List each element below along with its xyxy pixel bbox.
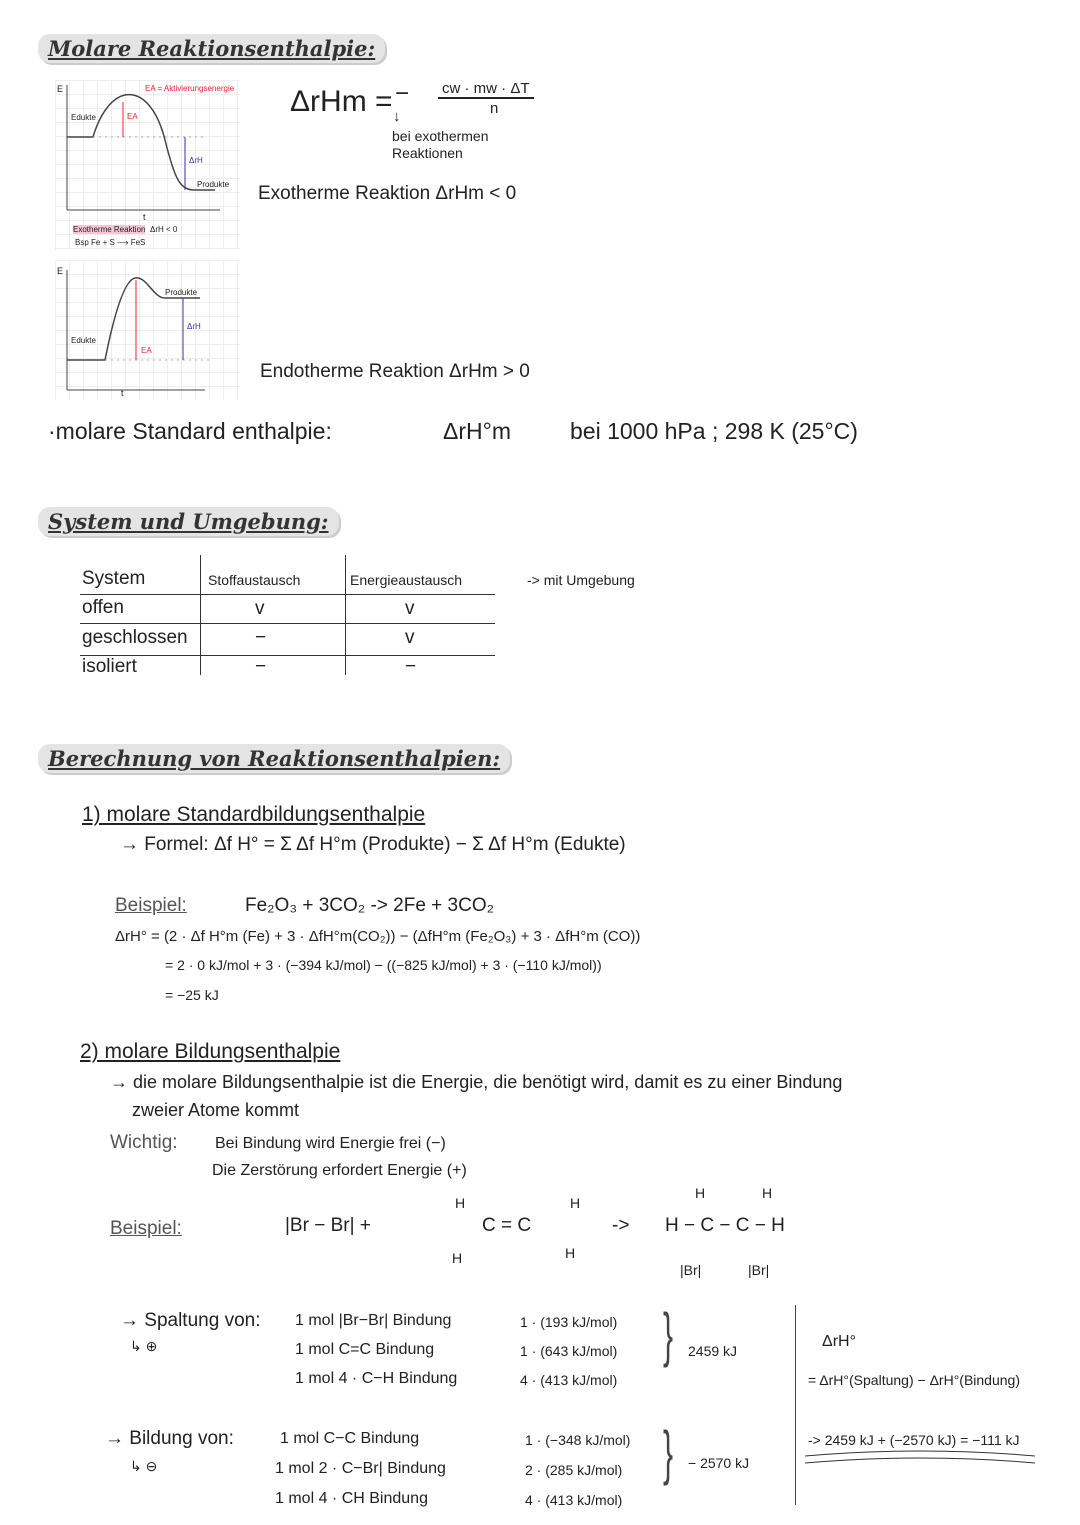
result-symbol: ΔrH° xyxy=(822,1333,856,1350)
split-value: 4 · (413 kJ/mol) xyxy=(520,1372,618,1388)
calc-line: ΔrH° = (2 · Δf H°m (Fe) + 3 · ΔfH°m(CO₂)) − (ΔfH°m (Fe₂O₃) + 3 · ΔfH°m (CO)) xyxy=(115,928,641,945)
split-bond: 1 mol |Br−Br| Bindung xyxy=(295,1312,452,1329)
section-title-system: System und Umgebung: xyxy=(38,507,339,536)
reaction-arrow: -> xyxy=(612,1215,630,1236)
definition-cont: zweier Atome kommt xyxy=(132,1100,300,1120)
calc-line: = 2 · 0 kJ/mol + 3 · (−394 kJ/mol) − ((−825 kJ/mol) + 3 · (−110 kJ/mol)) xyxy=(165,957,602,973)
formation-total: − 2570 kJ xyxy=(688,1455,750,1471)
y-axis-label: E xyxy=(57,266,64,276)
formation-bond: 1 mol 4 · CH Bindung xyxy=(275,1490,428,1507)
subheading-standard-formation: 1) molare Standardbildungsenthalpie xyxy=(82,803,426,826)
formation-bond: 1 mol C−C Bindung xyxy=(280,1430,420,1447)
split-value: 1 · (193 kJ/mol) xyxy=(520,1314,618,1330)
header-energieaustausch: Energieaustausch xyxy=(350,572,463,588)
standard-label: ·molare Standard enthalpie: xyxy=(48,418,332,444)
header-system: System xyxy=(82,568,146,589)
cell: v xyxy=(255,598,265,619)
split-bond: 1 mol C=C Bindung xyxy=(295,1341,435,1358)
important-line: Bei Bindung wird Energie frei (−) xyxy=(215,1135,446,1152)
split-value: 1 · (643 kJ/mol) xyxy=(520,1343,618,1359)
row-label: geschlossen xyxy=(82,627,188,648)
exothermic-diagram xyxy=(55,80,240,250)
formation-value: 1 · (−348 kJ/mol) xyxy=(525,1432,631,1448)
br-atom: |Br| xyxy=(748,1262,770,1278)
definition: → die molare Bildungsenthalpie ist die Energie, die benötigt wird, damit es zu einer Bindung xyxy=(110,1072,843,1092)
formation-value: 4 · (413 kJ/mol) xyxy=(525,1492,623,1508)
cell: − xyxy=(405,656,417,677)
cell: v xyxy=(405,627,415,648)
formula-sign: − xyxy=(395,80,410,107)
calc-result: = −25 kJ xyxy=(165,987,219,1003)
formation-label: → Bildung von: xyxy=(105,1428,234,1449)
formation-bond: 1 mol 2 · C−Br| Bindung xyxy=(275,1460,446,1477)
formula-numerator: cw · mw · ΔT xyxy=(438,80,534,99)
caption: Exotherme Reaktion xyxy=(73,225,146,234)
result-formula: = ΔrH°(Spaltung) − ΔrH°(Bindung) xyxy=(808,1372,1020,1388)
h-atom: H xyxy=(452,1250,463,1266)
row-label: offen xyxy=(82,597,124,618)
final-result: -> 2459 kJ + (−2570 kJ) = −111 kJ xyxy=(808,1432,1020,1448)
ea-label: EA xyxy=(141,346,152,355)
brace-icon: } xyxy=(663,1419,674,1486)
brace-icon: } xyxy=(663,1301,674,1368)
ethene: C = C xyxy=(482,1215,532,1236)
produkte-label: Produkte xyxy=(197,180,230,189)
edukte-label: Edukte xyxy=(71,113,96,122)
produkte-label: Produkte xyxy=(165,288,198,297)
arrow-down-icon: ↓ xyxy=(393,108,401,125)
header-stoffaustausch: Stoffaustausch xyxy=(208,572,301,588)
formula: → Formel: Δf H° = Σ Δf H°m (Produkte) − Σ Δf H°m (Edukte) xyxy=(120,834,626,855)
h-atom: H xyxy=(570,1195,581,1211)
caption-dh: ΔrH < 0 xyxy=(150,225,178,234)
legend: EA = Aktivierungsenergie xyxy=(145,84,235,93)
section-title-calculation: Berechnung von Reaktionsenthalpien: xyxy=(38,744,510,773)
formation-sign: ↳ ⊖ xyxy=(130,1458,158,1474)
example-label: Beispiel: xyxy=(110,1218,182,1239)
split-label: → Spaltung von: xyxy=(120,1310,261,1331)
x-axis-label: t xyxy=(121,388,124,398)
split-total: 2459 kJ xyxy=(688,1343,738,1359)
standard-symbol: ΔrH°m xyxy=(443,418,511,444)
product: H − C − C − H xyxy=(665,1215,785,1236)
dh-label: ΔrH xyxy=(187,322,201,331)
cell: − xyxy=(255,656,267,677)
subheading-formation: 2) molare Bildungsenthalpie xyxy=(80,1040,341,1063)
example: Bsp Fe + S ⟶ FeS xyxy=(75,238,146,247)
formation-value: 2 · (285 kJ/mol) xyxy=(525,1462,623,1478)
cell: v xyxy=(405,598,415,619)
dh-label: ΔrH xyxy=(189,156,203,165)
note-line: Reaktionen xyxy=(392,145,463,161)
important-label: Wichtig: xyxy=(110,1132,178,1153)
note-line: bei exothermen xyxy=(392,128,489,144)
section-title-molar-enthalpy: Molare Reaktionsenthalpie: xyxy=(38,34,385,63)
split-bond: 1 mol 4 · C−H Bindung xyxy=(295,1370,458,1387)
exothermic-text: Exotherme Reaktion ΔrHm < 0 xyxy=(258,183,517,204)
endothermic-diagram xyxy=(55,260,240,400)
reactant-br2: |Br − Br| + xyxy=(285,1215,371,1236)
reaction: Fe₂O₃ + 3CO₂ -> 2Fe + 3CO₂ xyxy=(245,895,494,916)
h-atom: H xyxy=(565,1245,576,1261)
row-label: isoliert xyxy=(82,656,137,677)
table-note: -> mit Umgebung xyxy=(527,572,635,588)
endothermic-text: Endotherme Reaktion ΔrHm > 0 xyxy=(260,361,530,382)
cell: − xyxy=(255,627,267,648)
big-brace xyxy=(795,1305,796,1505)
h-atom: H xyxy=(695,1185,706,1201)
y-axis-label: E xyxy=(57,84,64,94)
edukte-label: Edukte xyxy=(71,336,96,345)
formula-denominator: n xyxy=(490,100,499,117)
ea-label: EA xyxy=(127,112,138,121)
example-label: Beispiel: xyxy=(115,895,187,916)
h-atom: H xyxy=(762,1185,773,1201)
formula-lhs: ΔrHm = xyxy=(290,85,393,118)
important-line: Die Zerstörung erfordert Energie (+) xyxy=(212,1162,467,1179)
h-atom: H xyxy=(455,1195,466,1211)
split-sign: ↳ ⊕ xyxy=(130,1338,158,1354)
standard-conditions: bei 1000 hPa ; 298 K (25°C) xyxy=(570,418,858,444)
double-underline xyxy=(800,1448,1040,1468)
x-axis-label: t xyxy=(143,212,146,222)
br-atom: |Br| xyxy=(680,1262,702,1278)
